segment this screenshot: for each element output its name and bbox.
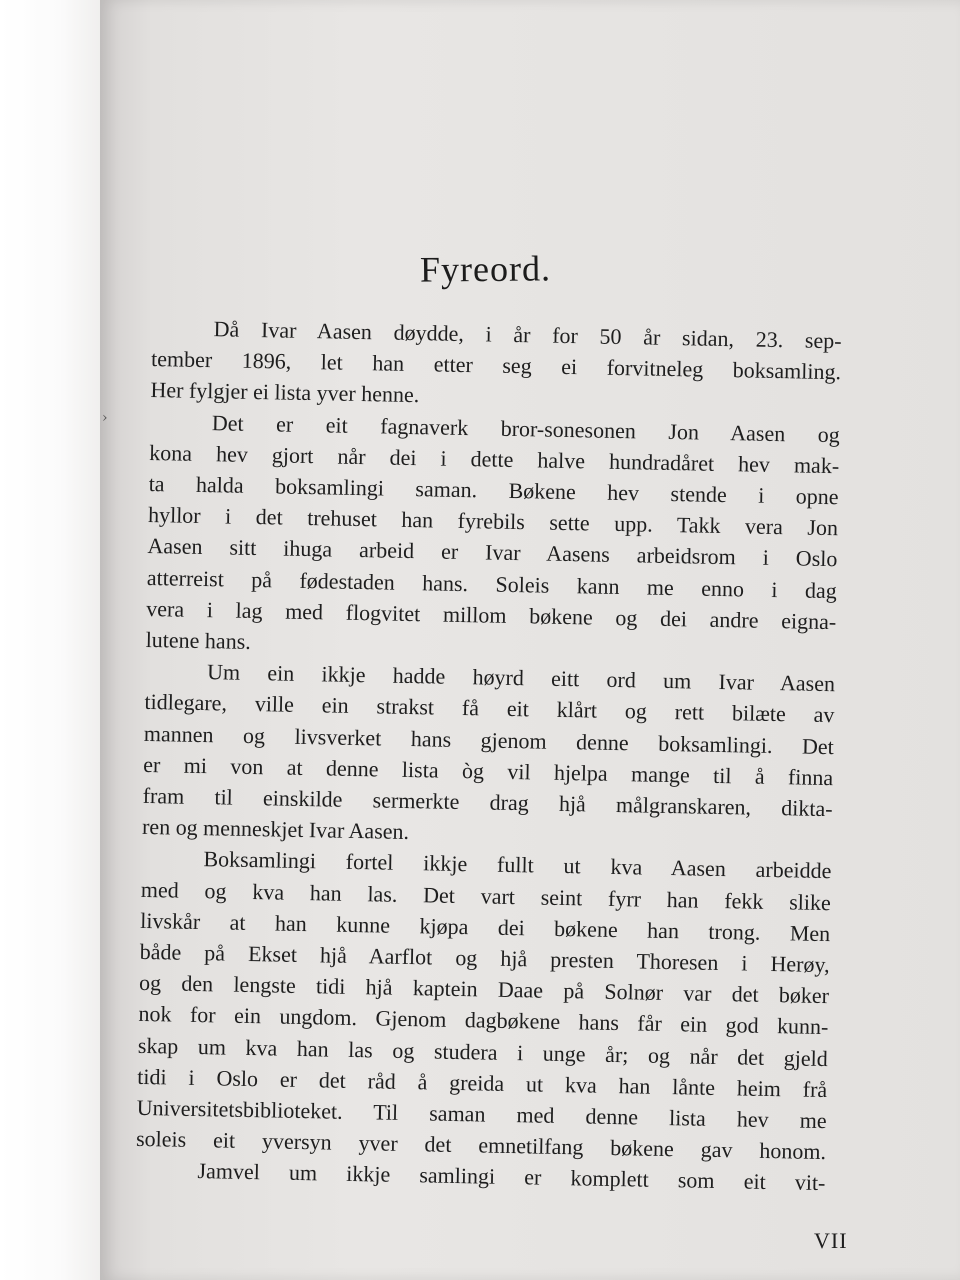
text-line: ta halda boksamlingi saman. Bøkene hev stende i opne [148, 470, 839, 510]
bleed-through-shadow [697, 34, 960, 206]
text-line: Boksamlingi fortel ikkje fullt ut kva Aasen arbeidde [203, 846, 832, 884]
paragraph [142, 655, 835, 855]
text-line: Jamvel um ikkje samlingi er komplett som eit vit- [197, 1158, 826, 1196]
text-line: ren og menneskjet Ivar Aasen. [141, 814, 410, 845]
text-line: hyllor i det trehuset han fyrebils sette upp. Takk vera Jon [147, 502, 839, 541]
text-line: er mi von at denne lista òg vil hjelpa mange til å finna [143, 751, 834, 791]
text-line: livskår at han kunne kjøpa dei bøkene han trong. Men [140, 907, 831, 946]
text-line: både på Ekset hjå Aarflot og hjå presten Thoresen i Herøy, [139, 938, 830, 978]
page-heading: Fyreord. [419, 248, 552, 290]
text-line: Um ein ikkje hadde høyrd eitt ord um Ivar Aasen [206, 659, 836, 697]
text-line: soleis eit yversyn yver det emnetilfang bøkene gav honom. [135, 1126, 827, 1165]
text-line: Her fylgjer ei lista yver henne. [150, 377, 420, 408]
text-line: tidlegare, ville ein strakst få eit klårt og rett bilæte av [144, 689, 835, 728]
text-line: Universitetsbiblioteket. Til saman med denne lista hev me [136, 1094, 827, 1134]
text-line: skap um kva han las og studera i unge år; og når det gjeld [137, 1032, 829, 1071]
table-surface [0, 0, 100, 1280]
text-line: vera i lag med flogvitet millom bøkene og dei andre eigna- [146, 595, 837, 635]
text-line: med og kva han las. Det vart seint fyrr han fekk slike [140, 876, 832, 915]
text-line: nok for ein ungdom. Gjenom dagbøkene hans får ein god kunn- [138, 1001, 829, 1040]
text-line: Det er eit fagnaverk bror-sonesonen Jon Aasen og [211, 409, 841, 447]
paragraph [136, 842, 832, 1167]
text-line: mannen og livsverket hans gjenom denne boksamlingi. Det [143, 720, 835, 759]
margin-mark: › [102, 410, 108, 426]
text-line: atterreist på fødestaden hans. Soleis kann me enno i dag [146, 564, 838, 603]
text-line: og den lengste tidi hjå kaptein Daae på Solnør var det bøker [138, 970, 830, 1009]
page-number: VII [814, 1228, 848, 1253]
text-line: kona hev gjort når dei i dette halve hundradåret hev mak- [149, 439, 840, 479]
text-line: tember 1896, let han etter seg ei forvitneleg boksamling. [150, 346, 842, 385]
text-line: Aasen sitt ihuga arbeid er Ivar Aasens arbeidsrom i Oslo [147, 533, 838, 572]
body-text [135, 312, 842, 1199]
text-line: tidi i Oslo er det råd å greida ut kva han lånte heim frå [137, 1063, 828, 1102]
paragraph [150, 312, 842, 419]
text-line: lutene hans. [145, 626, 252, 654]
text-line: fram til einskilde sermerkte drag hjå målgranskaren, dikta- [142, 782, 833, 822]
paragraph [145, 406, 840, 669]
text-line: Då Ivar Aasen døydde, i år for 50 år sidan, 23. sep- [213, 316, 842, 354]
